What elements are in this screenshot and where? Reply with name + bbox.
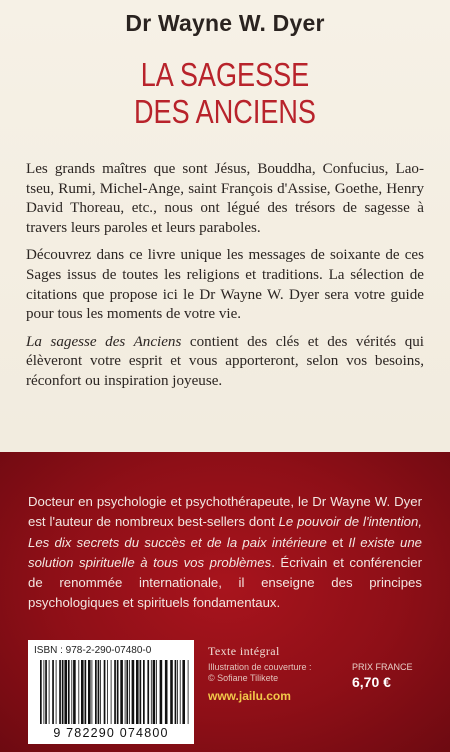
blurb (26, 160, 424, 400)
blurb-paragraph-3-text: contient des clés et des vérités qui élèveront votre esprit et vous apporteront, selon vos besoins, réconfort ou inspiration joyeuse. (26, 333, 424, 389)
title-line-1: LA SAGESSE (140, 56, 310, 93)
blurb-paragraph-2: Découvrez dans ce livre unique les messages de soixante de ces Sages issus de toutes les religions et traditions. La sélection de citations que propose ici le Dr Wayne W. Dyer sera votre guide pour tous les moments de votre vie. (26, 247, 424, 323)
price-label: PRIX FRANCE (352, 662, 413, 672)
credits (208, 644, 348, 703)
bio-and: et (326, 534, 349, 550)
illustration-credit-line-2: © Sofiane Tilikete (208, 673, 279, 683)
title-line-2: DES ANCIENS (134, 93, 316, 130)
blurb-paragraph-3 (26, 333, 424, 392)
blurb-paragraph-1: Les grands maîtres que sont Jésus, Bouddha, Confucius, Lao-tseu, Rumi, Michel-Ange, saint François d'Assise, Goethe, Henry David Thoreau, etc., nous ont légué des trésors de sagesse à travers leurs paroles et leurs paraboles. (26, 161, 424, 236)
publisher-website: www.jailu.com (208, 689, 291, 703)
author-name: Dr Wayne W. Dyer (125, 10, 325, 36)
barcode-number: 9 782290 074800 (53, 726, 169, 740)
isbn-label: ISBN : 978-2-290-07480-0 (34, 645, 152, 656)
bio-book-1: Le pouvoir de l'intention, Les dix secrets du succès et de la paix intérieure (28, 514, 422, 550)
texte-integral: Texte intégral (208, 644, 280, 658)
author-bio-band (0, 452, 450, 752)
barcode-icon (40, 660, 190, 724)
illustration-credit (208, 662, 348, 684)
bio-text-1: Docteur en psychologie et psychothérapeute, le Dr Wayne W. Dyer est l'auteur de nombreux best-sellers dont (28, 494, 422, 530)
price-value: 6,70 € (352, 674, 391, 690)
book-title-italic: La sagesse des Anciens (26, 333, 182, 350)
author-bio (28, 492, 422, 614)
book-title (41, 56, 410, 130)
illustration-credit-line-1: Illustration de couverture : (208, 662, 312, 672)
bio-text-2: . Écrivain et conférencier de renommée internationale, il enseigne des principes psychologiques et spirituels fondamentaux. (28, 554, 422, 611)
price-block (352, 662, 432, 690)
bio-book-2: Il existe une solution spirituelle à tous vos problèmes (28, 534, 423, 570)
barcode-box (28, 640, 194, 744)
